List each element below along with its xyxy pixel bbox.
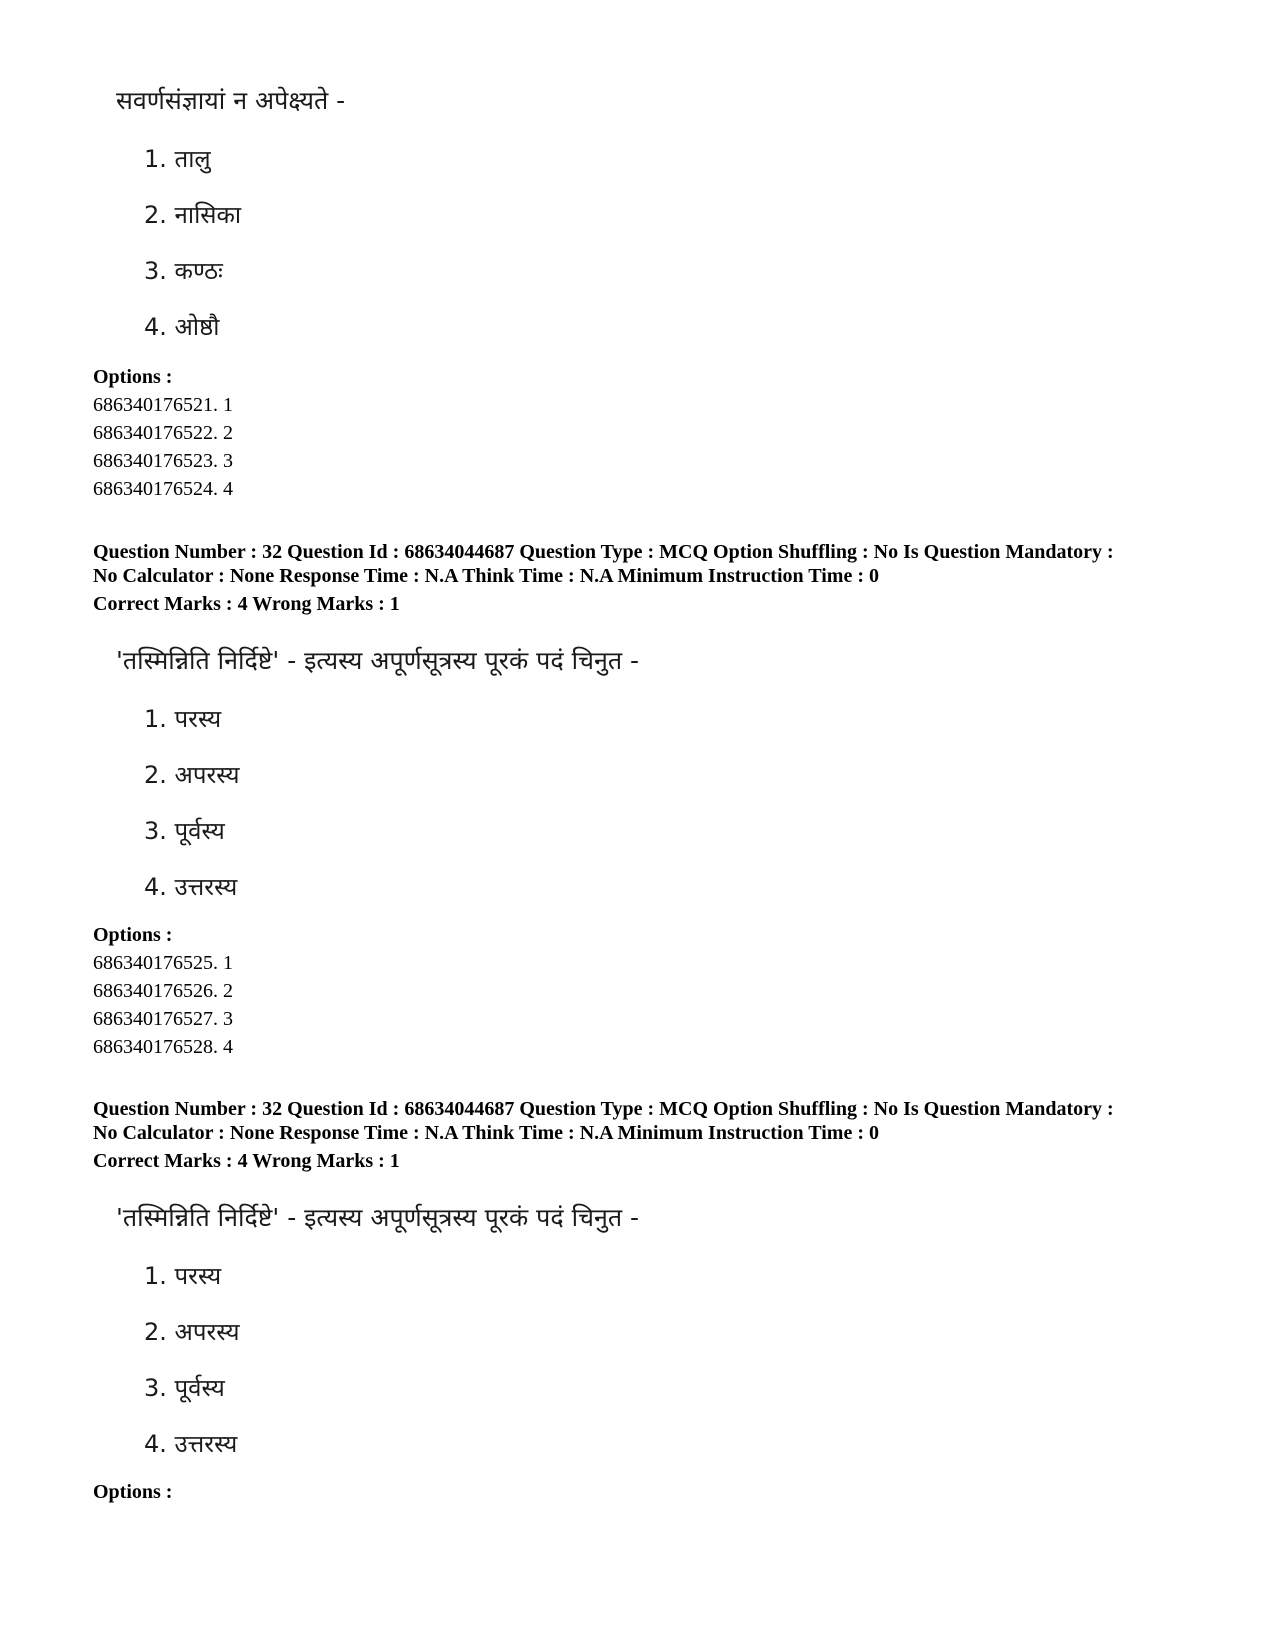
question-text: सवर्णसंज्ञायां न अपेक्ष्यते - xyxy=(116,86,346,115)
meta-line-2: No Calculator : None Response Time : N.A Think Time : N.A Minimum Instruction Time : 0 xyxy=(93,1122,879,1144)
choice-3: 3. पूर्वस्य xyxy=(144,817,225,845)
options-section-3 xyxy=(93,1478,1253,1506)
question-image-3 xyxy=(116,1203,640,1458)
option-id-2: 686340176522. 2 xyxy=(93,422,233,444)
meta-line-1: Question Number : 32 Question Id : 68634044687 Question Type : MCQ Option Shuffling : No Is Question Mandatory : xyxy=(93,541,1114,563)
option-id-4: 686340176524. 4 xyxy=(93,478,233,500)
meta-line-2: No Calculator : None Response Time : N.A Think Time : N.A Minimum Instruction Time : 0 xyxy=(93,565,879,587)
options-section-2 xyxy=(93,921,1253,1061)
question-image-2 xyxy=(116,646,640,901)
options-label: Options : xyxy=(93,1481,173,1503)
option-id-3: 686340176527. 3 xyxy=(93,1008,233,1030)
choice-1: 1. परस्य xyxy=(144,705,222,733)
choice-1: 1. तालु xyxy=(144,145,211,173)
choice-4: 4. उत्तरस्य xyxy=(144,1430,238,1458)
options-label: Options : xyxy=(93,366,173,388)
options-section-1 xyxy=(93,363,1253,503)
choice-4: 4. ओष्ठौ xyxy=(144,313,220,341)
option-id-3: 686340176523. 3 xyxy=(93,450,233,472)
question-text: 'तस्मिन्निति निर्दिष्टे' - इत्यस्य अपूर्णसूत्रस्य पूरकं पदं चिनुत - xyxy=(116,1203,640,1232)
choice-2: 2. अपरस्य xyxy=(144,761,240,789)
question-image-1 xyxy=(116,86,346,341)
option-id-1: 686340176525. 1 xyxy=(93,952,233,974)
choice-3: 3. कण्ठः xyxy=(144,257,223,285)
question-meta-2 xyxy=(93,540,1268,616)
option-id-2: 686340176526. 2 xyxy=(93,980,233,1002)
question-text: 'तस्मिन्निति निर्दिष्टे' - इत्यस्य अपूर्णसूत्रस्य पूरकं पदं चिनुत - xyxy=(116,646,640,675)
choice-3: 3. पूर्वस्य xyxy=(144,1374,225,1402)
choice-1: 1. परस्य xyxy=(144,1262,222,1290)
choice-2: 2. नासिका xyxy=(144,201,242,229)
question-meta-3 xyxy=(93,1097,1268,1173)
meta-line-1: Question Number : 32 Question Id : 68634044687 Question Type : MCQ Option Shuffling : No Is Question Mandatory : xyxy=(93,1098,1114,1120)
options-label: Options : xyxy=(93,924,173,946)
option-id-1: 686340176521. 1 xyxy=(93,394,233,416)
marks-line: Correct Marks : 4 Wrong Marks : 1 xyxy=(93,1150,400,1172)
option-id-4: 686340176528. 4 xyxy=(93,1036,233,1058)
choice-4: 4. उत्तरस्य xyxy=(144,873,238,901)
choice-2: 2. अपरस्य xyxy=(144,1318,240,1346)
marks-line: Correct Marks : 4 Wrong Marks : 1 xyxy=(93,593,400,615)
